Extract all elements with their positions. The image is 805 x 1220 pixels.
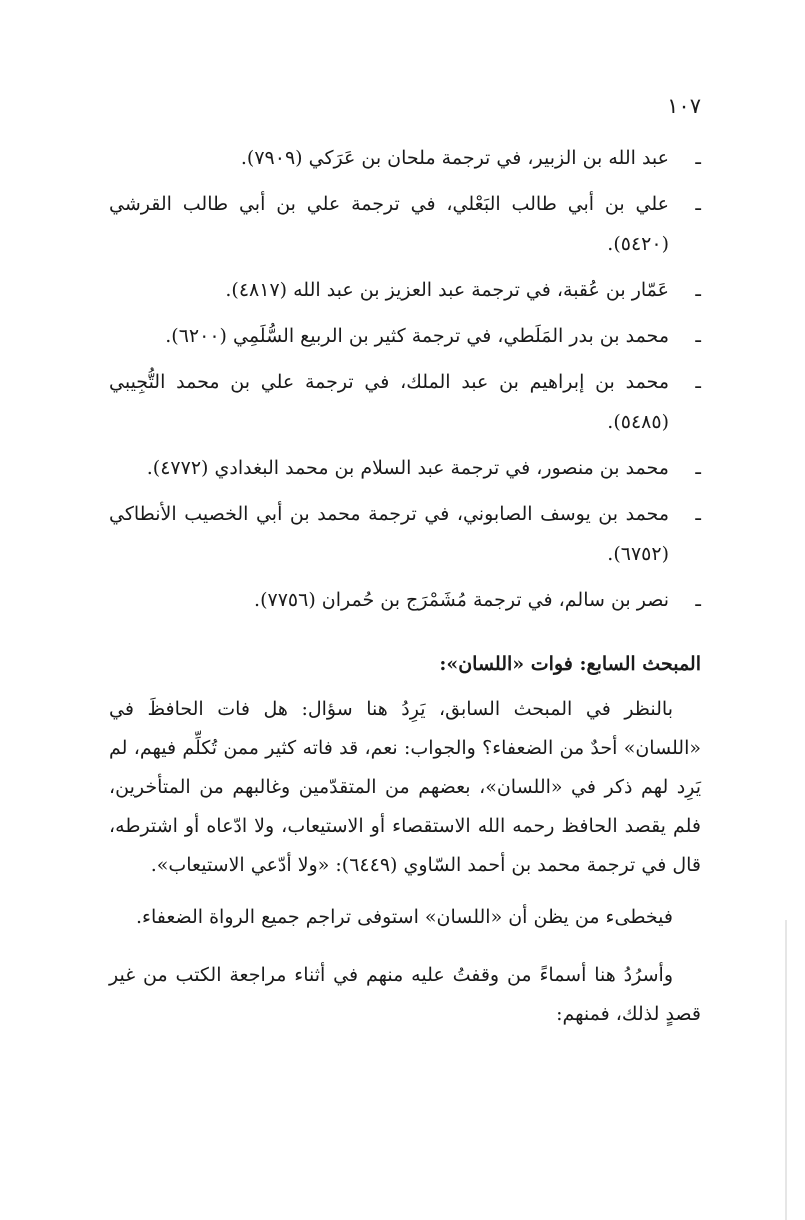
dash-marker: ـ — [695, 325, 701, 347]
list-item — [109, 138, 701, 178]
scan-edge-shadow — [785, 920, 787, 1220]
list-item-text: محمد بن إبراهيم بن عبد الملك، في ترجمة علي بن محمد التُّجِيبي (٥٤٨٥). — [109, 371, 669, 433]
list-item-text: نصر بن سالم، في ترجمة مُشَمْرَج بن حُمران (٧٧٥٦). — [254, 589, 669, 611]
list-item — [109, 270, 701, 310]
list-item-text: علي بن أبي طالب البَعْلي، في ترجمة علي بن أبي طالب القرشي (٥٤٢٠). — [109, 193, 669, 255]
list-item-text: عَمّار بن عُقبة، في ترجمة عبد العزيز بن عبد الله (٤٨١٧). — [225, 279, 669, 301]
list-item — [109, 580, 701, 620]
section-heading: المبحث السابع: فوات «اللسان»: — [439, 653, 701, 675]
paragraph: وأسرُدُ هنا أسماءً من وقفتُ عليه منهم في أثناء مراجعة الكتب من غير قصدٍ لذلك، فمنهم: — [109, 964, 701, 1025]
list-item-text: محمد بن منصور، في ترجمة عبد السلام بن محمد البغدادي (٤٧٧٢). — [146, 457, 669, 479]
dash-marker: ـ — [695, 279, 701, 301]
dash-marker: ـ — [695, 193, 701, 215]
list-item — [109, 448, 701, 488]
dash-marker: ـ — [695, 503, 701, 525]
list-item — [109, 184, 701, 264]
narrators-list — [109, 138, 701, 626]
dash-marker: ـ — [695, 147, 701, 169]
dash-marker: ـ — [695, 371, 701, 393]
list-item — [109, 362, 701, 442]
paragraph: بالنظر في المبحث السابق، يَرِدُ هنا سؤال: هل فات الحافظَ في «اللسان» أحدٌ من الضعفاء؟ والجواب: نعم، قد فاته كثير ممن تُكلِّم فيهم، لم يَرِد لهم ذكر في «اللسان»، بعضهم من المتقدّمين وغالبهم من المتأخرين، فلم يقصد الحافظ رحمه الله الاستقصاء أو الاستيعاب، ولا ادّعاه أو اشترطه، قال في ترجمة محمد بن أحمد السّاوي (٦٤٤٩): «ولا أدّعي الاستيعاب». — [109, 698, 702, 876]
dash-marker: ـ — [695, 457, 701, 479]
paragraph: فيخطىء من يظن أن «اللسان» استوفى تراجم جميع الرواة الضعفاء. — [135, 906, 673, 928]
list-item-text: محمد بن بدر المَلَطي، في ترجمة كثير بن الربيع السُّلَمِي (٦٢٠٠). — [165, 325, 669, 347]
list-item-text: محمد بن يوسف الصابوني، في ترجمة محمد بن أبي الخصيب الأنطاكي (٦٧٥٢). — [109, 503, 669, 565]
list-item — [109, 316, 701, 356]
list-item — [109, 494, 701, 574]
dash-marker: ـ — [695, 589, 701, 611]
page-number: ١٠٧ — [667, 94, 701, 118]
list-item-text: عبد الله بن الزبير، في ترجمة ملحان بن عَرَكي (٧٩٠٩). — [240, 147, 669, 169]
